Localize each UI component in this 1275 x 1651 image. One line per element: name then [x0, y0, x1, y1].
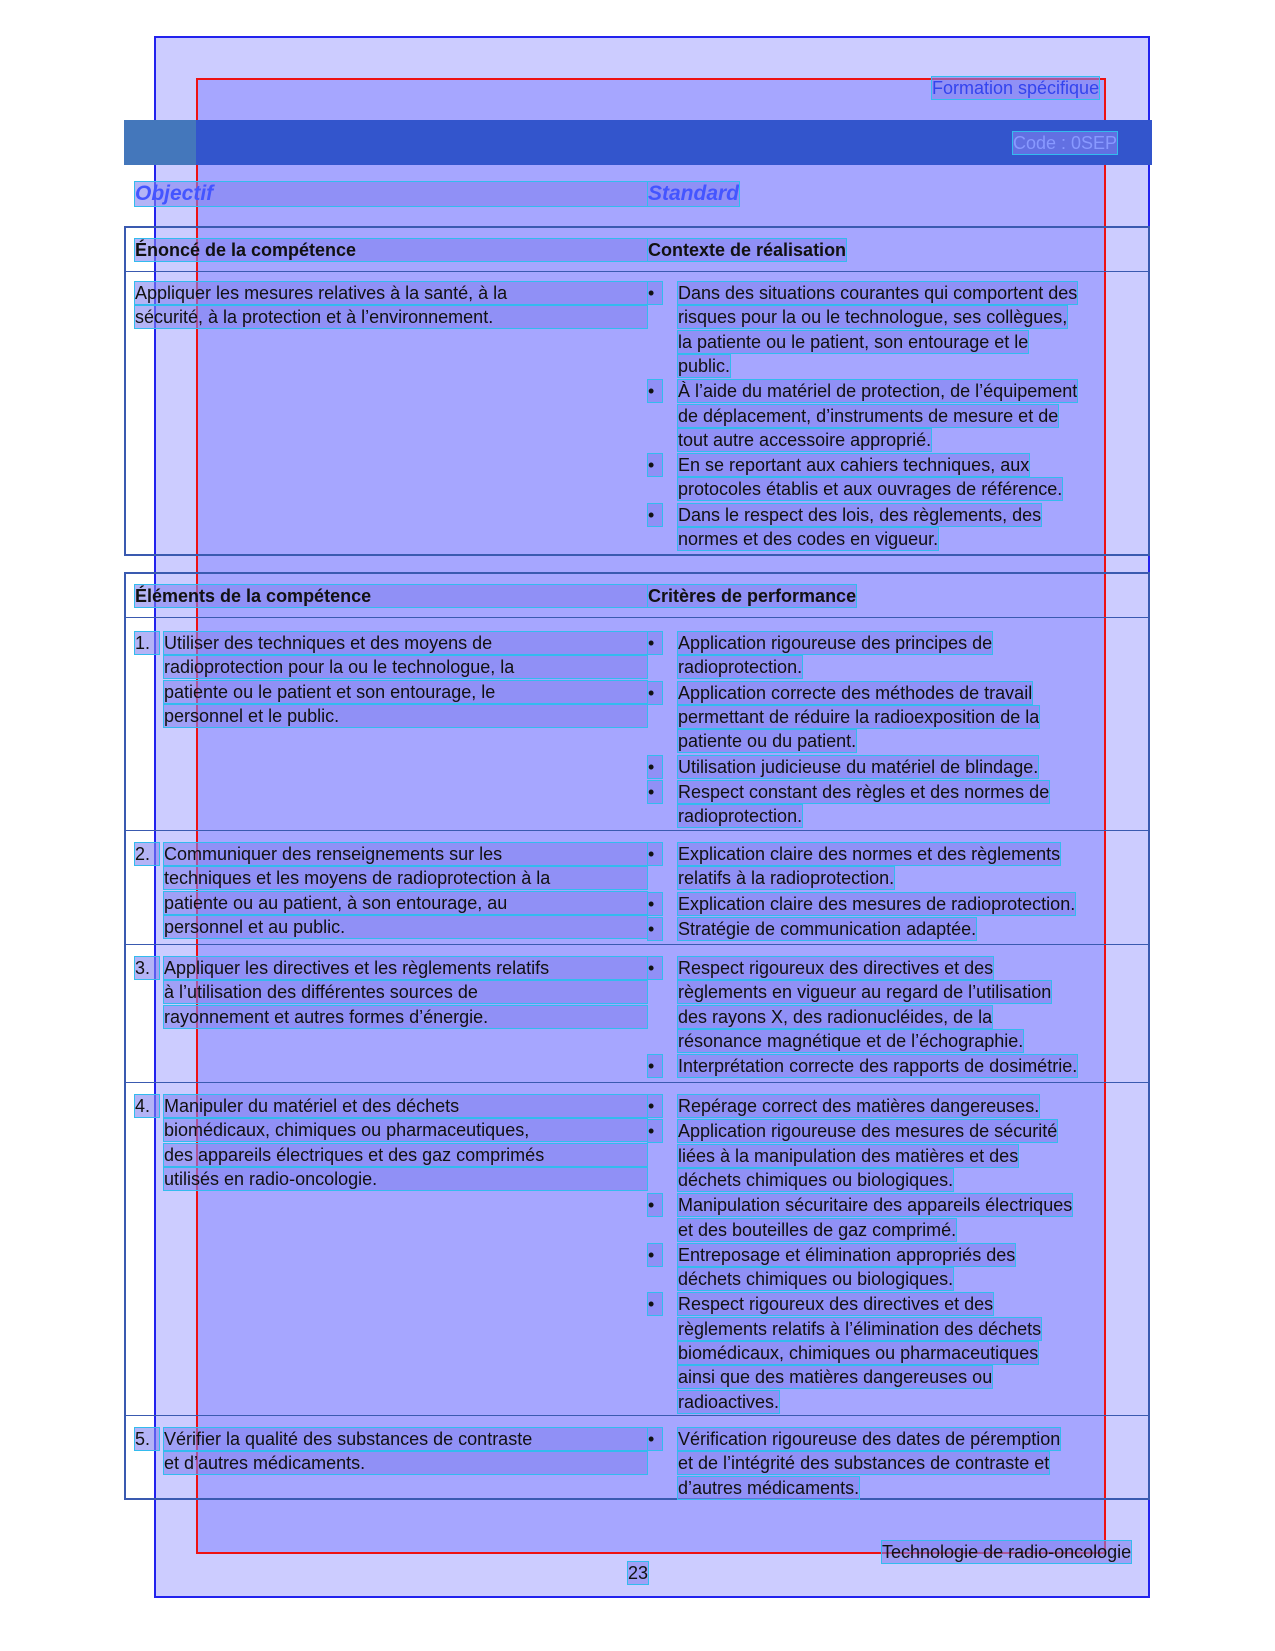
page-number: 23	[628, 1563, 649, 1583]
row-divider	[124, 1415, 1150, 1416]
bullet-icon: •	[648, 781, 662, 803]
criterion-line: Manipulation sécuritaire des appareils électriques	[678, 1195, 1073, 1216]
element-number: 5.	[135, 1428, 159, 1450]
element-text-line: Manipuler du matériel et des déchets	[164, 1095, 647, 1117]
criterion-line: radioprotection.	[678, 657, 803, 678]
criteres-header: Critères de performance	[648, 586, 857, 606]
element-text-line: des appareils électriques et des gaz comprimés	[164, 1144, 647, 1166]
context-line: de déplacement, d’instruments de mesure et de	[678, 405, 1059, 426]
criterion-line: des rayons X, des radionucléides, de la	[678, 1006, 993, 1027]
element-text-line: biomédicaux, chimiques ou pharmaceutiques,	[164, 1119, 647, 1141]
criterion-line: Vérification rigoureuse des dates de péremption	[678, 1429, 1061, 1449]
header-bar-lead	[124, 120, 196, 165]
criterion-line: Stratégie de communication adaptée.	[678, 918, 977, 939]
objectif-heading: Objectif	[135, 182, 647, 206]
bullet-icon: •	[648, 893, 662, 915]
criterion-line: permettant de réduire la radioexposition de la	[678, 706, 1040, 727]
criterion-line: Respect rigoureux des directives et des	[678, 1294, 994, 1315]
footer-program: Technologie de radio-oncologie	[882, 1542, 1132, 1562]
element-text-line: patiente ou au patient, à son entourage, au	[164, 892, 647, 914]
context-line: tout autre accessoire approprié.	[678, 429, 932, 450]
bullet-icon: •	[648, 918, 662, 940]
context-line: En se reportant aux cahiers techniques, aux	[678, 455, 1030, 476]
context-line: protocoles établis et aux ouvrages de référence.	[678, 479, 1063, 500]
criterion-line: Explication claire des normes et des règlements	[678, 844, 1061, 864]
criterion-line: et de l’intégrité des substances de contraste et	[678, 1453, 1050, 1474]
criterion-line: Explication claire des mesures de radioprotection.	[678, 893, 1076, 914]
bullet-icon: •	[648, 1194, 662, 1216]
criterion-line: et des bouteilles de gaz comprimé.	[678, 1219, 957, 1240]
criterion-line: d’autres médicaments.	[678, 1477, 860, 1498]
bullet-icon: •	[648, 1120, 662, 1142]
bullet-icon: •	[648, 1095, 662, 1117]
context-line: Dans des situations courantes qui comportent des	[678, 283, 1078, 303]
element-text-line: personnel et au public.	[164, 916, 647, 938]
bullet-icon: •	[648, 756, 662, 778]
criterion-line: Utilisation judicieuse du matériel de blindage.	[678, 756, 1039, 777]
element-text-line: utilisés en radio-oncologie.	[164, 1168, 647, 1190]
element-text-line: Vérifier la qualité des substances de contraste	[164, 1428, 647, 1450]
criterion-line: relatifs à la radioprotection.	[678, 868, 895, 889]
element-number: 3.	[135, 957, 159, 979]
bullet-icon: •	[648, 1055, 662, 1077]
criterion-line: règlements en vigueur au regard de l’utilisation	[678, 982, 1052, 1003]
enonce-header: Énoncé de la compétence	[135, 239, 647, 261]
element-text-line: et d’autres médicaments.	[164, 1452, 647, 1474]
contexte-header: Contexte de réalisation	[648, 240, 847, 260]
statement-line: sécurité, à la protection et à l’environnement.	[135, 306, 647, 328]
block-elements-divider	[124, 617, 1150, 618]
context-line: normes et des codes en vigueur.	[678, 529, 939, 549]
element-text-line: techniques et les moyens de radioprotection à la	[164, 867, 647, 889]
context-line: la patiente ou le patient, son entourage et le	[678, 331, 1029, 352]
standard-heading: Standard	[648, 182, 740, 205]
element-text-line: Utiliser des techniques et des moyens de	[164, 632, 647, 654]
criterion-line: Application rigoureuse des principes de	[678, 633, 993, 653]
criterion-line: biomédicaux, chimiques ou pharmaceutiques	[678, 1343, 1039, 1363]
criterion-line: liées à la manipulation des matières et des	[678, 1145, 1019, 1166]
code-label: Code : 0SEP	[1013, 133, 1118, 153]
criterion-line: résonance magnétique et de l’échographie.	[678, 1030, 1024, 1051]
criterion-line: Application correcte des méthodes de travail	[678, 682, 1033, 703]
criterion-line: radioprotection.	[678, 806, 803, 827]
bullet-icon: •	[648, 1293, 662, 1315]
formation-label: Formation spécifique	[932, 78, 1100, 98]
bullet-icon: •	[648, 504, 662, 526]
criterion-line: Application rigoureuse des mesures de sécurité	[678, 1121, 1058, 1142]
element-text-line: personnel et le public.	[164, 705, 647, 727]
context-line: public.	[678, 355, 731, 376]
criterion-line: règlements relatifs à l’élimination des déchets	[678, 1318, 1042, 1339]
header-bar	[124, 120, 1152, 165]
context-line: risques pour la ou le technologue, ses collègues,	[678, 307, 1068, 328]
element-text-line: Communiquer des renseignements sur les	[164, 843, 647, 865]
criterion-line: déchets chimiques ou biologiques.	[678, 1169, 954, 1190]
row-divider	[124, 944, 1150, 945]
criterion-line: radioactives.	[678, 1391, 780, 1412]
element-text-line: rayonnement et autres formes d’énergie.	[164, 1006, 647, 1028]
row-divider	[124, 830, 1150, 831]
element-number: 1.	[135, 632, 159, 654]
criterion-line: Interprétation correcte des rapports de dosimétrie.	[678, 1056, 1078, 1077]
criterion-line: déchets chimiques ou biologiques.	[678, 1269, 954, 1290]
element-number: 4.	[135, 1095, 159, 1117]
bullet-icon: •	[648, 632, 662, 654]
bullet-icon: •	[648, 682, 662, 704]
criterion-line: Repérage correct des matières dangereuses.	[678, 1096, 1040, 1116]
criterion-line: ainsi que des matières dangereuses ou	[678, 1367, 993, 1388]
element-number: 2.	[135, 843, 159, 865]
row-divider	[124, 1082, 1150, 1083]
bullet-icon: •	[648, 1244, 662, 1266]
context-line: À l’aide du matériel de protection, de l’équipement	[678, 381, 1078, 402]
element-text-line: à l’utilisation des différentes sources de	[164, 981, 647, 1003]
statement-line: Appliquer les mesures relatives à la santé, à la	[135, 282, 647, 304]
criterion-line: Respect rigoureux des directives et des	[678, 958, 994, 978]
criterion-line: Entreposage et élimination appropriés des	[678, 1244, 1016, 1265]
bullet-icon: •	[648, 282, 662, 304]
bullet-icon: •	[648, 1428, 662, 1450]
bullet-icon: •	[648, 380, 662, 402]
criterion-line: patiente ou du patient.	[678, 731, 857, 752]
criterion-line: Respect constant des règles et des normes de	[678, 781, 1050, 802]
block-enonce-divider	[124, 271, 1150, 272]
bullet-icon: •	[648, 843, 662, 865]
context-line: Dans le respect des lois, des règlements, des	[678, 504, 1042, 525]
bullet-icon: •	[648, 957, 662, 979]
element-text-line: radioprotection pour la ou le technologue, la	[164, 656, 647, 678]
element-text-line: patiente ou le patient et son entourage, le	[164, 681, 647, 703]
element-text-line: Appliquer les directives et les règlements relatifs	[164, 957, 647, 979]
elements-header: Éléments de la compétence	[135, 585, 647, 607]
bullet-icon: •	[648, 454, 662, 476]
